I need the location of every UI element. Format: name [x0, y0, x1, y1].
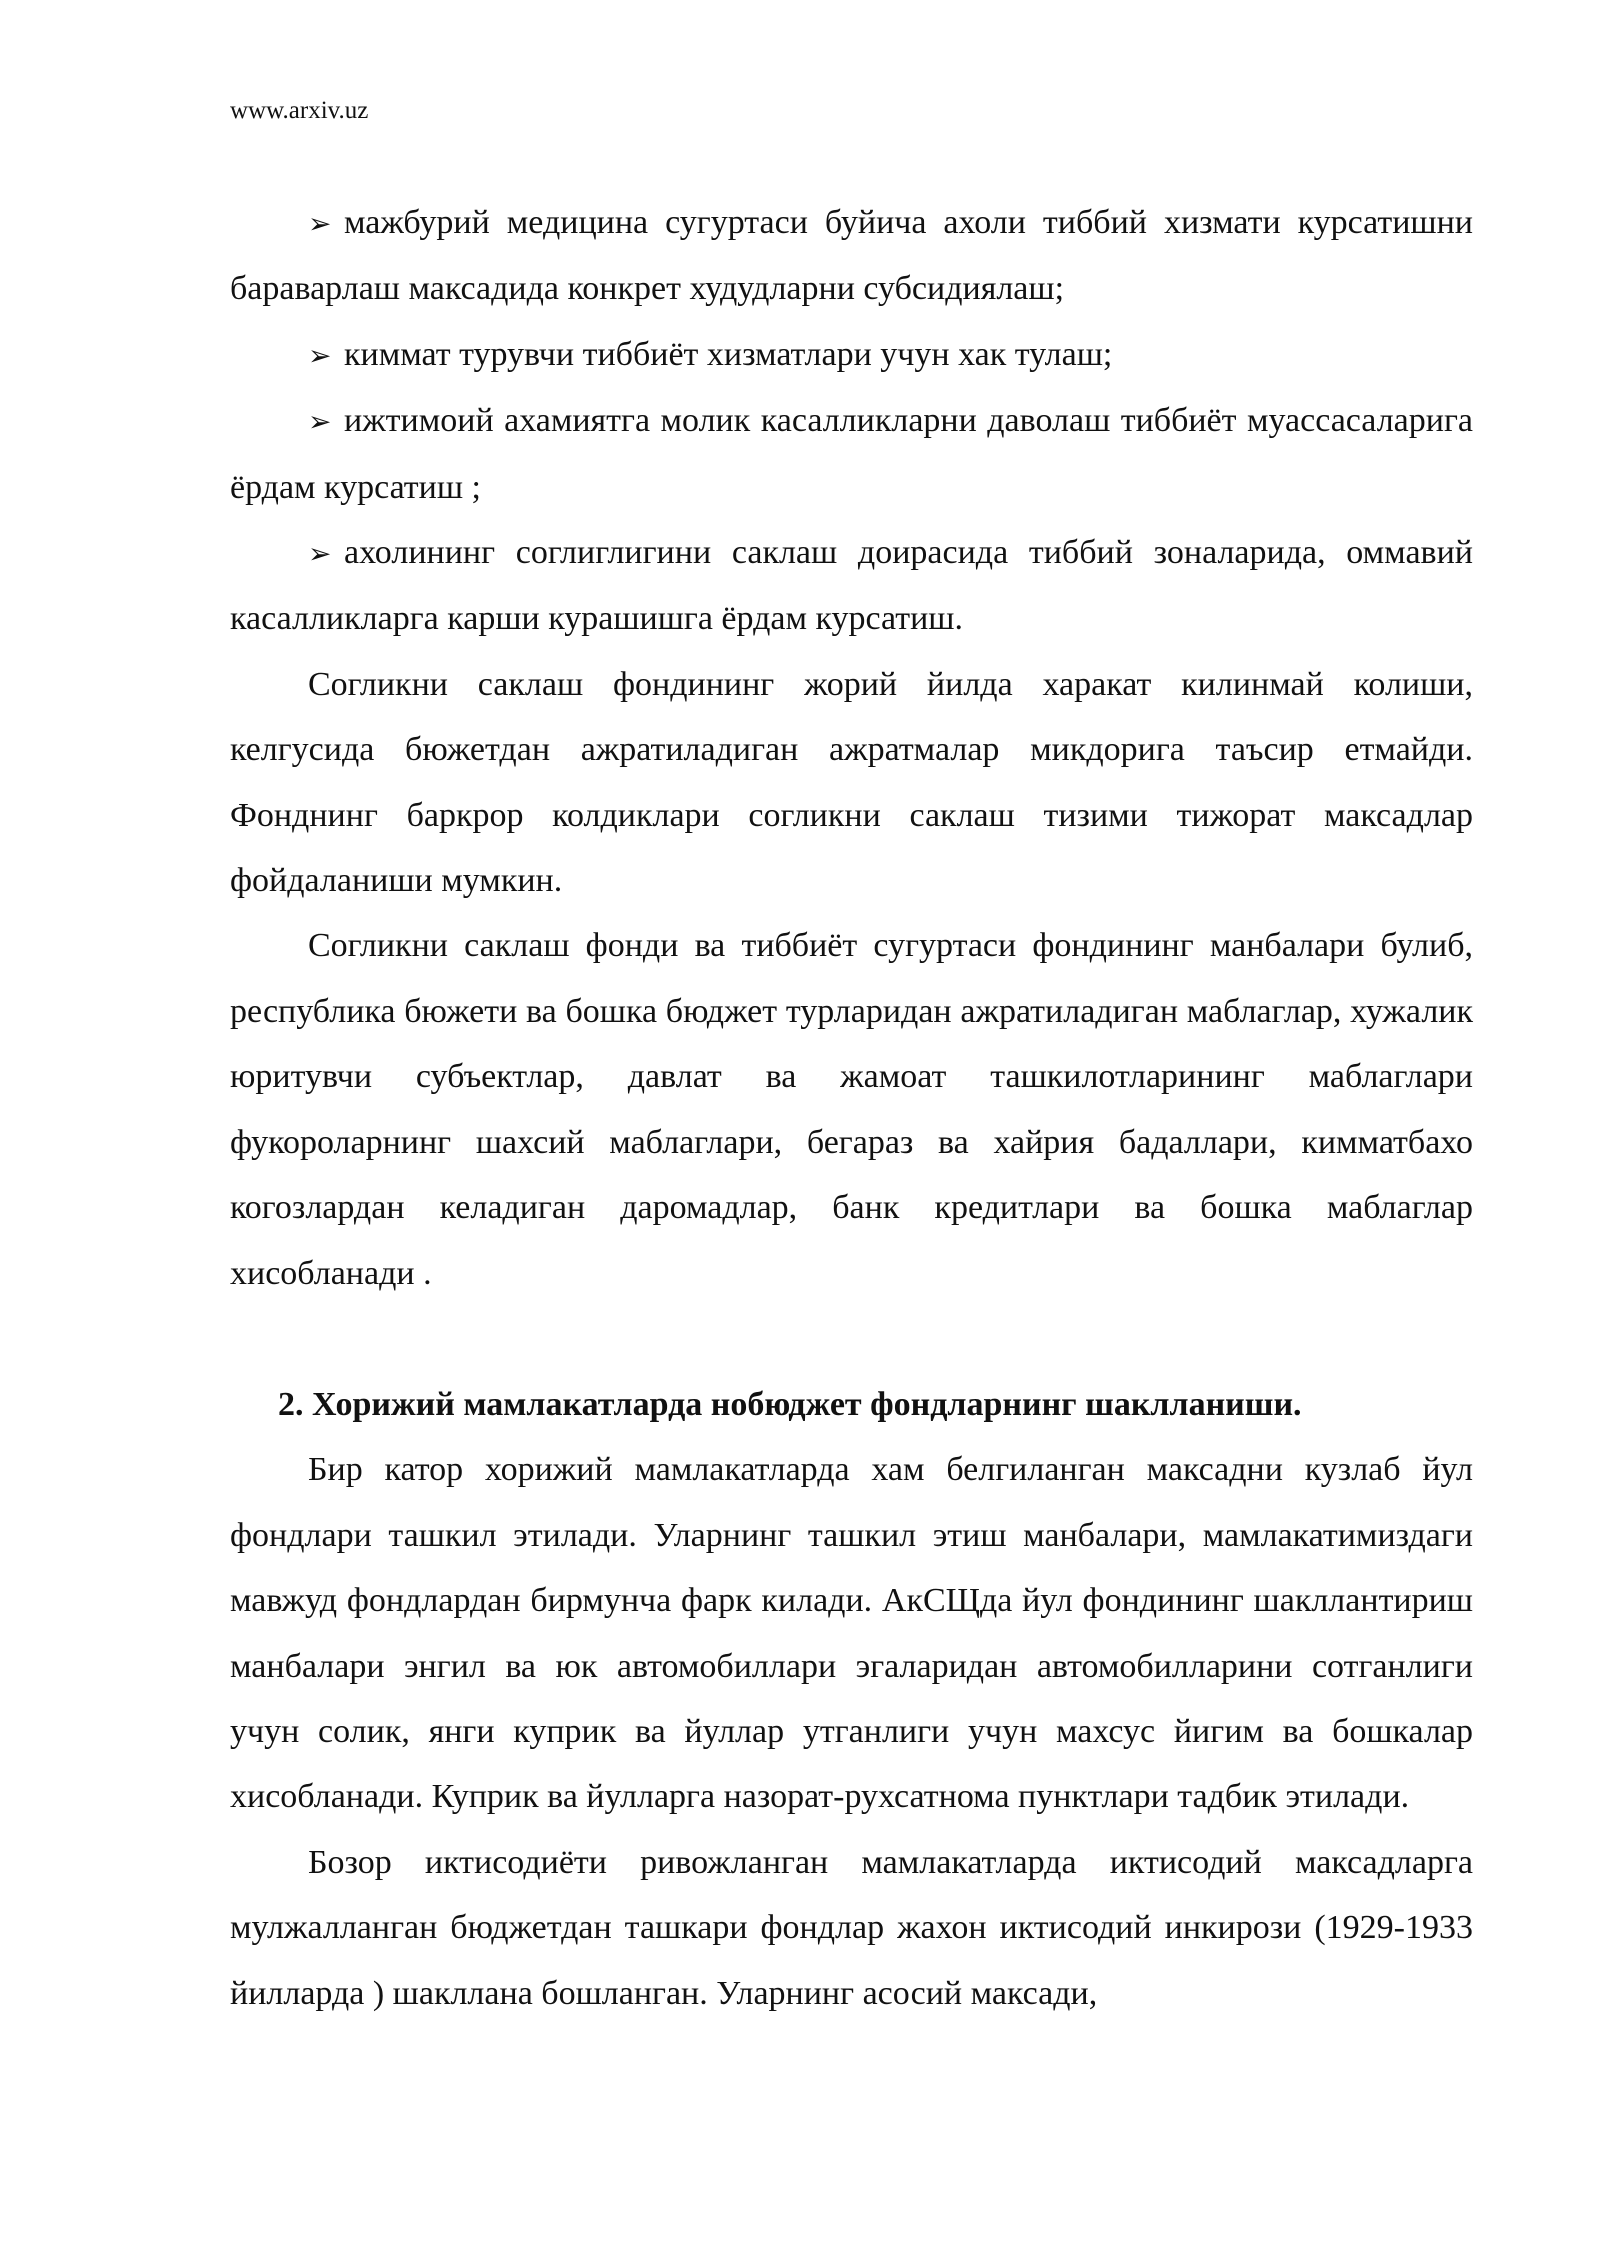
paragraph: Бозор иктисодиёти ривожланган мамлакатларда иктисодий максадларга мулжалланган бюджетдан ташкари фондлар жахон иктисодий инкирози (1929-1933 йилларда ) шакллана бошланган. Уларнинг асосий максади, — [230, 1843, 1473, 2012]
bullet-item — [230, 388, 1473, 520]
arrowhead-bullet-icon: ➢ — [308, 405, 332, 439]
bullet-item — [230, 520, 1473, 652]
section-gap — [230, 1306, 1473, 1372]
paragraph: Бир катор хорижий мамлакатларда хам белгиланган максадни кузлаб йул фондлари ташкил этилади. Уларнинг ташкил этиш манбалари, мамлакатимиздаги мавжуд фондлардан бирмунча фарк килади. АкСЩда йул фондининг шакллантириш манбалари энгил ва юк автомобиллари эгаларидан автомобилларини сотганлиги учун солик, янги куприк ва йуллар утганлиги учун махсус йигим ва бошкалар хисобланади. Куприк ва йулларга назорат-рухсатнома пунктлари тадбик этилади. — [230, 1451, 1473, 1816]
bullet-text: ижтимоий ахамиятга молик касалликларни даволаш тиббиёт муассасаларига ёрдам курсатиш ; — [230, 402, 1473, 506]
arrowhead-bullet-icon: ➢ — [308, 537, 332, 571]
document-body — [230, 190, 1473, 2026]
bullet-text: мажбурий медицина сугуртаси буйича ахоли тиббий хизмати курсатишни бараварлаш максадида конкрет худудларни субсидиялаш; — [230, 204, 1473, 308]
paragraph: Согликни саклаш фонди ва тиббиёт сугуртаси фондининг манбалари булиб, республика бюжети ва бошка бюджет турларидан ажратиладиган маблаглар, хужалик юритувчи субъектлар, давлат ва жамоат ташкилотларининг маблаглари фукороларнинг шахсий маблаглари, бегараз ва хайрия бадаллари, кимматбахо когозлардан келадиган даромадлар, банк кредитлари ва бошка маблаглар хисобланади . — [230, 927, 1473, 1292]
bullet-item — [230, 190, 1473, 322]
bullet-text: ахолининг соглиглигини саклаш доирасида тиббий зоналарида, оммавий касалликларга карши курашишга ёрдам курсатиш. — [230, 534, 1473, 638]
site-header: www.arxiv.uz — [230, 97, 369, 124]
arrowhead-bullet-icon: ➢ — [308, 338, 332, 372]
section-heading: 2. Хорижий мамлакатларда нобюджет фондларнинг шаклланиши. — [278, 1385, 1302, 1423]
paragraph: Согликни саклаш фондининг жорий йилда харакат килинмай колиши, келгусида бюжетдан ажратиладиган ажратмалар микдорига таъсир етмайди. Фонднинг баркрор колдиклари согликни саклаш тизими тижорат максадлар фойдаланиши мумкин. — [230, 665, 1473, 900]
bullet-item — [230, 322, 1473, 388]
arrowhead-bullet-icon: ➢ — [308, 207, 332, 240]
bullet-text: киммат турувчи тиббиёт хизматлари учун хак тулаш; — [344, 335, 1113, 373]
